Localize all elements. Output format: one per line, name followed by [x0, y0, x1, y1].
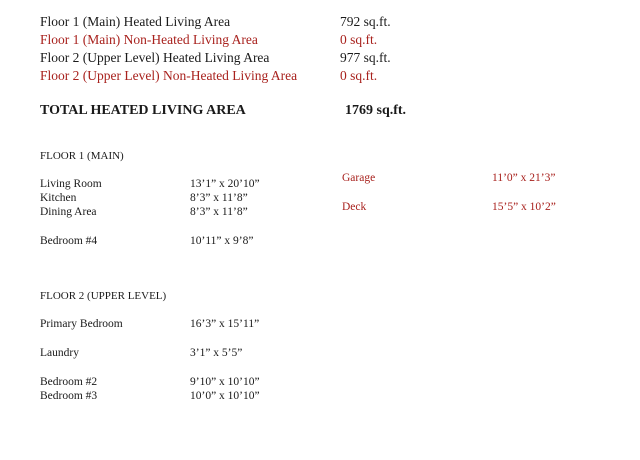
area-value-floor2-nonheated: 0 sq.ft.	[340, 68, 378, 83]
area-label-floor2-heated: Floor 2 (Upper Level) Heated Living Area	[40, 50, 270, 65]
room-name-bedroom-3: Bedroom #3	[40, 390, 98, 402]
total-label: TOTAL HEATED LIVING AREA	[40, 103, 246, 118]
room-dims-living-room: 13’1” x 20’10”	[190, 178, 260, 190]
room-dims-bedroom-3: 10’0” x 10’10”	[190, 390, 260, 402]
area-label-floor2-nonheated: Floor 2 (Upper Level) Non-Heated Living Area	[40, 68, 298, 83]
room-dims-deck: 15’5” x 10’2”	[492, 201, 556, 213]
room-name-primary-bedroom: Primary Bedroom	[40, 318, 123, 330]
area-value-floor1-nonheated: 0 sq.ft.	[340, 32, 378, 47]
room-dims-bedroom-2: 9’10” x 10’10”	[190, 376, 260, 388]
room-name-kitchen: Kitchen	[40, 192, 77, 204]
room-dims-kitchen: 8’3” x 11’8”	[190, 192, 248, 204]
room-name-garage: Garage	[342, 172, 376, 184]
room-dims-primary-bedroom: 16’3” x 15’11”	[190, 318, 260, 330]
room-name-deck: Deck	[342, 201, 367, 213]
room-name-living-room: Living Room	[40, 178, 102, 190]
room-dims-garage: 11’0” x 21’3”	[492, 172, 556, 184]
area-label-floor1-heated: Floor 1 (Main) Heated Living Area	[40, 14, 231, 29]
room-name-bedroom-2: Bedroom #2	[40, 376, 98, 388]
room-name-bedroom-4: Bedroom #4	[40, 235, 98, 247]
area-value-floor1-heated: 792 sq.ft.	[340, 14, 391, 29]
room-name-laundry: Laundry	[40, 347, 79, 359]
floor1-heading: FLOOR 1 (MAIN)	[40, 150, 124, 162]
room-dims-laundry: 3’1” x 5’5”	[190, 347, 243, 359]
room-name-dining-area: Dining Area	[40, 206, 97, 218]
floor2-heading: FLOOR 2 (UPPER LEVEL)	[40, 290, 167, 302]
total-value: 1769 sq.ft.	[345, 103, 407, 118]
area-value-floor2-heated: 977 sq.ft.	[340, 50, 391, 65]
area-label-floor1-nonheated: Floor 1 (Main) Non-Heated Living Area	[40, 32, 258, 47]
room-dims-dining-area: 8’3” x 11’8”	[190, 206, 248, 218]
room-dims-bedroom-4: 10’11” x 9’8”	[190, 235, 254, 247]
